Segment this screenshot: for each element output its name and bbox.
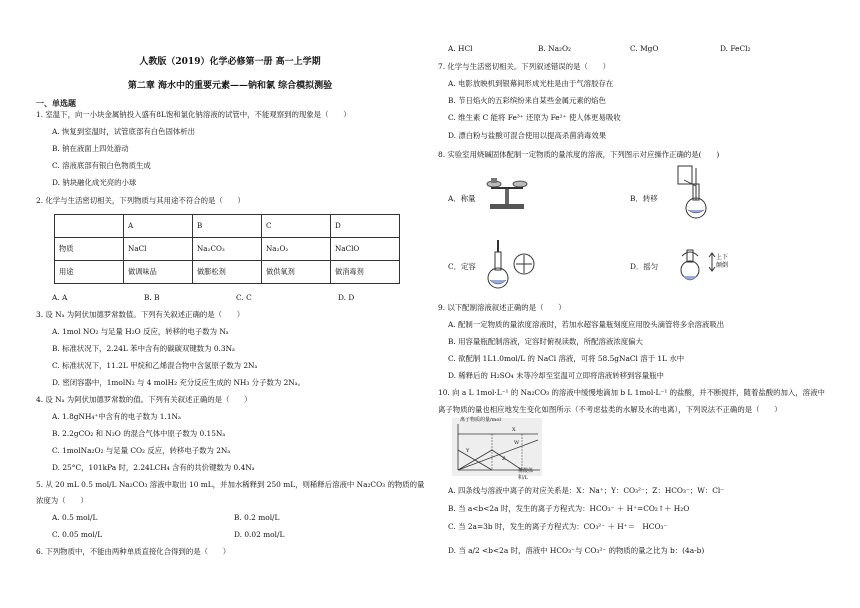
table-cell: 物质 — [55, 238, 124, 261]
graph-label-z: Z — [502, 456, 506, 462]
q10-stem-line2: 离子物质的量也相应地发生变化如图所示（不考虑盐类的水解及水的电离），下列说法不正确的是（ ） — [438, 405, 782, 414]
shake-label-1: 上下 — [716, 254, 729, 261]
q9-option-b: B. 用容量瓶配制溶液，定容时俯视读数，所配溶液浓度偏大 — [448, 337, 643, 346]
q1-option-d: D. 钠块融化成光亮的小球 — [52, 178, 137, 187]
q8-option-b: B．转移 — [630, 194, 658, 203]
q4-option-b: B. 2.2gCO₂ 和 N₂O 的混合气体中原子数为 0.15Nₐ — [52, 429, 226, 438]
q2-table — [54, 214, 400, 284]
q5-stem-line2: 浓度为（ ） — [36, 496, 88, 505]
q1-stem: 1. 室温下，向一小块金属钠投入盛有8L饱和氯化钠溶液的试管中，不能观察到的现象是（ ） — [36, 110, 351, 119]
q3-option-d: D. 密闭容器中，1molN₂ 与 4 molH₂ 充分反应生成的 NH₃ 分子数为 2Nₐ。 — [52, 378, 306, 387]
graph-label-w: W — [514, 440, 520, 446]
q7-option-c: C. 维生素 C 能将 Fe³⁺ 还原为 Fe²⁺ 使人体更易吸收 — [448, 113, 621, 122]
q8-stem: 8. 实验室用烧碱固体配制一定物质的量浓度的溶液，下列图示对应操作正确的是( ) — [438, 150, 720, 159]
graph-xlabel: 盐酸体积/L — [518, 468, 534, 481]
table-cell — [55, 215, 124, 238]
q6-stem: 6. 下列物质中，不能由两种单质直接化合得到的是（ ） — [36, 547, 231, 556]
q7-option-b: B. 节日焰火的五彩缤纷来自某些金属元素的焰色 — [448, 96, 606, 105]
volumetric-flask-icon — [486, 238, 538, 290]
table-cell: 做消毒剂 — [331, 261, 400, 284]
table-cell: 做供氧剂 — [262, 261, 331, 284]
q4-option-d: D. 25°C，101kPa 时，2.24LCH₄ 含有的共价键数为 0.4Nₐ — [52, 463, 255, 472]
table-row — [55, 238, 400, 261]
q7-option-a: A. 电影放映机到银幕间形成光柱是由于气溶胶存在 — [448, 79, 614, 88]
balance-scale-icon — [486, 176, 528, 210]
exam-title: 人教版（2019）化学必修第一册 高一上学期 — [139, 57, 321, 67]
q9-option-c: C. 欲配制 1L1.0mol/L 的 NaCl 溶液，可将 58.5gNaCl 溶于 1L 水中 — [448, 354, 685, 363]
shake-label-2: 颠倒 — [716, 262, 729, 269]
q9-option-d: D. 稀释后的 H₂SO₄ 未等冷却至室温可立即将溶液转移到容量瓶中 — [448, 371, 664, 380]
q2-option-b: B. B — [144, 293, 160, 302]
q1-option-c: C. 溶液底部有银白色物质生成 — [52, 161, 151, 170]
q3-option-b: B. 标准状况下，2.24L 苯中含有的碳碳双键数为 0.3Nₐ — [52, 344, 235, 353]
section-heading: 一、单选题 — [36, 98, 76, 108]
q2-option-c: C. C — [236, 293, 252, 302]
q8-option-a: A．称量 — [448, 194, 476, 203]
q6-option-a: A. HCl — [448, 44, 473, 53]
q5-option-a: A. 0.5 mol/L — [52, 513, 98, 522]
up-down-arrow-icon — [708, 252, 716, 272]
q2-option-d: D. D — [338, 293, 355, 302]
q2-stem: 2. 化学与生活密切相关，下列物质与其用途不符合的是（ ） — [36, 196, 245, 205]
q10-option-b: B. 当 a<b<2a 时，发生的离子方程式为：HCO₃⁻ ＋ H⁺=CO₂↑＋ H₂O — [448, 504, 690, 513]
table-cell: Na₂O₂ — [262, 238, 331, 261]
q4-stem: 4. 设 Nₐ 为阿伏加德罗常数的值。下列有关叙述正确的是（ ） — [36, 395, 252, 404]
table-row — [55, 261, 400, 284]
q3-stem: 3. 设 Nₐ 为阿伏加德罗常数值。下列有关叙述正确的是（ ） — [36, 310, 245, 319]
q6-option-c: C. MgO — [630, 44, 659, 53]
q6-option-b: B. Na₂O₂ — [538, 44, 571, 53]
q5-option-d: D. 0.02 mol/L — [234, 530, 285, 539]
q3-option-c: C. 标准状况下，11.2L 甲烷和乙烯混合物中含氢原子数为 2Nₐ — [52, 361, 258, 370]
graph-label-y: Y — [466, 448, 470, 454]
q4-option-c: C. 1molNa₂O₂ 与足量 CO₂ 反应，转移电子数为 2Nₐ — [52, 446, 231, 455]
shaking-flask-icon — [678, 246, 708, 288]
table-cell: 用途 — [55, 261, 124, 284]
q10-option-c: C. 当 2a=3b 时，发生的离子方程式为：CO₃²⁻ ＋ H⁺＝ HCO₃⁻ — [448, 522, 668, 531]
q9-stem: 9. 以下配制溶液叙述正确的是（ ） — [438, 303, 566, 312]
q10-option-a: A. 四条线与溶液中离子的对应关系是：X：Na⁺；Y：CO₃²⁻；Z：HCO₃⁻；W：Cl⁻ — [448, 486, 725, 495]
table-cell: 做膨松剂 — [193, 261, 262, 284]
table-cell: A — [124, 215, 193, 238]
q4-option-a: A. 1.8gNH₄⁺中含有的电子数为 1.1Nₐ — [52, 412, 181, 421]
table-row — [55, 215, 400, 238]
graph-label-x: X — [512, 427, 516, 433]
q7-option-d: D. 漂白粉与盐酸可混合使用以提高杀菌消毒效果 — [448, 131, 607, 140]
table-cell: D — [331, 215, 400, 238]
q8-option-c: C．定容 — [448, 262, 476, 271]
q5-stem-line1: 5. 从 20 mL 0.5 mol/L Na₂CO₃ 溶液中取出 10 mL，并加水稀释到 250 mL，则稀释后溶液中 Na₂CO₃ 的物质的量 — [36, 480, 425, 489]
q1-option-b: B. 钠在液面上四处游动 — [52, 144, 129, 153]
ion-amount-graph — [452, 417, 542, 481]
table-cell: NaCl — [124, 238, 193, 261]
graph-ylabel: 离子物质的量/mol — [460, 417, 502, 423]
table-cell: C — [262, 215, 331, 238]
q7-stem: 7. 化学与生活密切相关。下列叙述错误的是（ ） — [438, 62, 610, 71]
table-cell: Na₂CO₃ — [193, 238, 262, 261]
q8-option-d: D．摇匀 — [630, 262, 659, 271]
q5-option-c: C. 0.05 mol/L — [52, 530, 103, 539]
exam-subtitle: 第二章 海水中的重要元素——钠和氯 综合模拟测验 — [127, 81, 333, 91]
table-cell: 做调味品 — [124, 261, 193, 284]
q10-stem-line1: 10. 向 a L 1mol·L⁻¹ 的 Na₂CO₃ 的溶液中缓慢地滴加 b L 1mol·L⁻¹ 的盐酸，并不断搅拌，随着盐酸的加入，溶液中 — [438, 388, 825, 397]
q1-option-a: A. 恢复到室温时，试管底部有白色固体析出 — [52, 127, 196, 136]
transfer-flask-icon — [672, 164, 714, 220]
q9-option-a: A. 配制一定物质的量浓度溶液时，若加水超容量瓶刻度应用胶头滴管将多余溶液吸出 — [448, 320, 725, 329]
q2-option-a: A. A — [52, 293, 68, 302]
q3-option-a: A. 1mol NO₂ 与足量 H₂O 反应，转移的电子数为 Nₐ — [52, 327, 229, 336]
q6-option-d: D. FeCl₂ — [720, 44, 751, 53]
q10-option-d: D. 当 a/2 <b<2a 时，溶液中 HCO₃⁻与 CO₃²⁻ 的物质的量之比为 b：(4a-b) — [448, 546, 705, 555]
table-cell: B — [193, 215, 262, 238]
table-cell: NaClO — [331, 238, 400, 261]
q5-option-b: B. 0.2 mol/L — [234, 513, 280, 522]
